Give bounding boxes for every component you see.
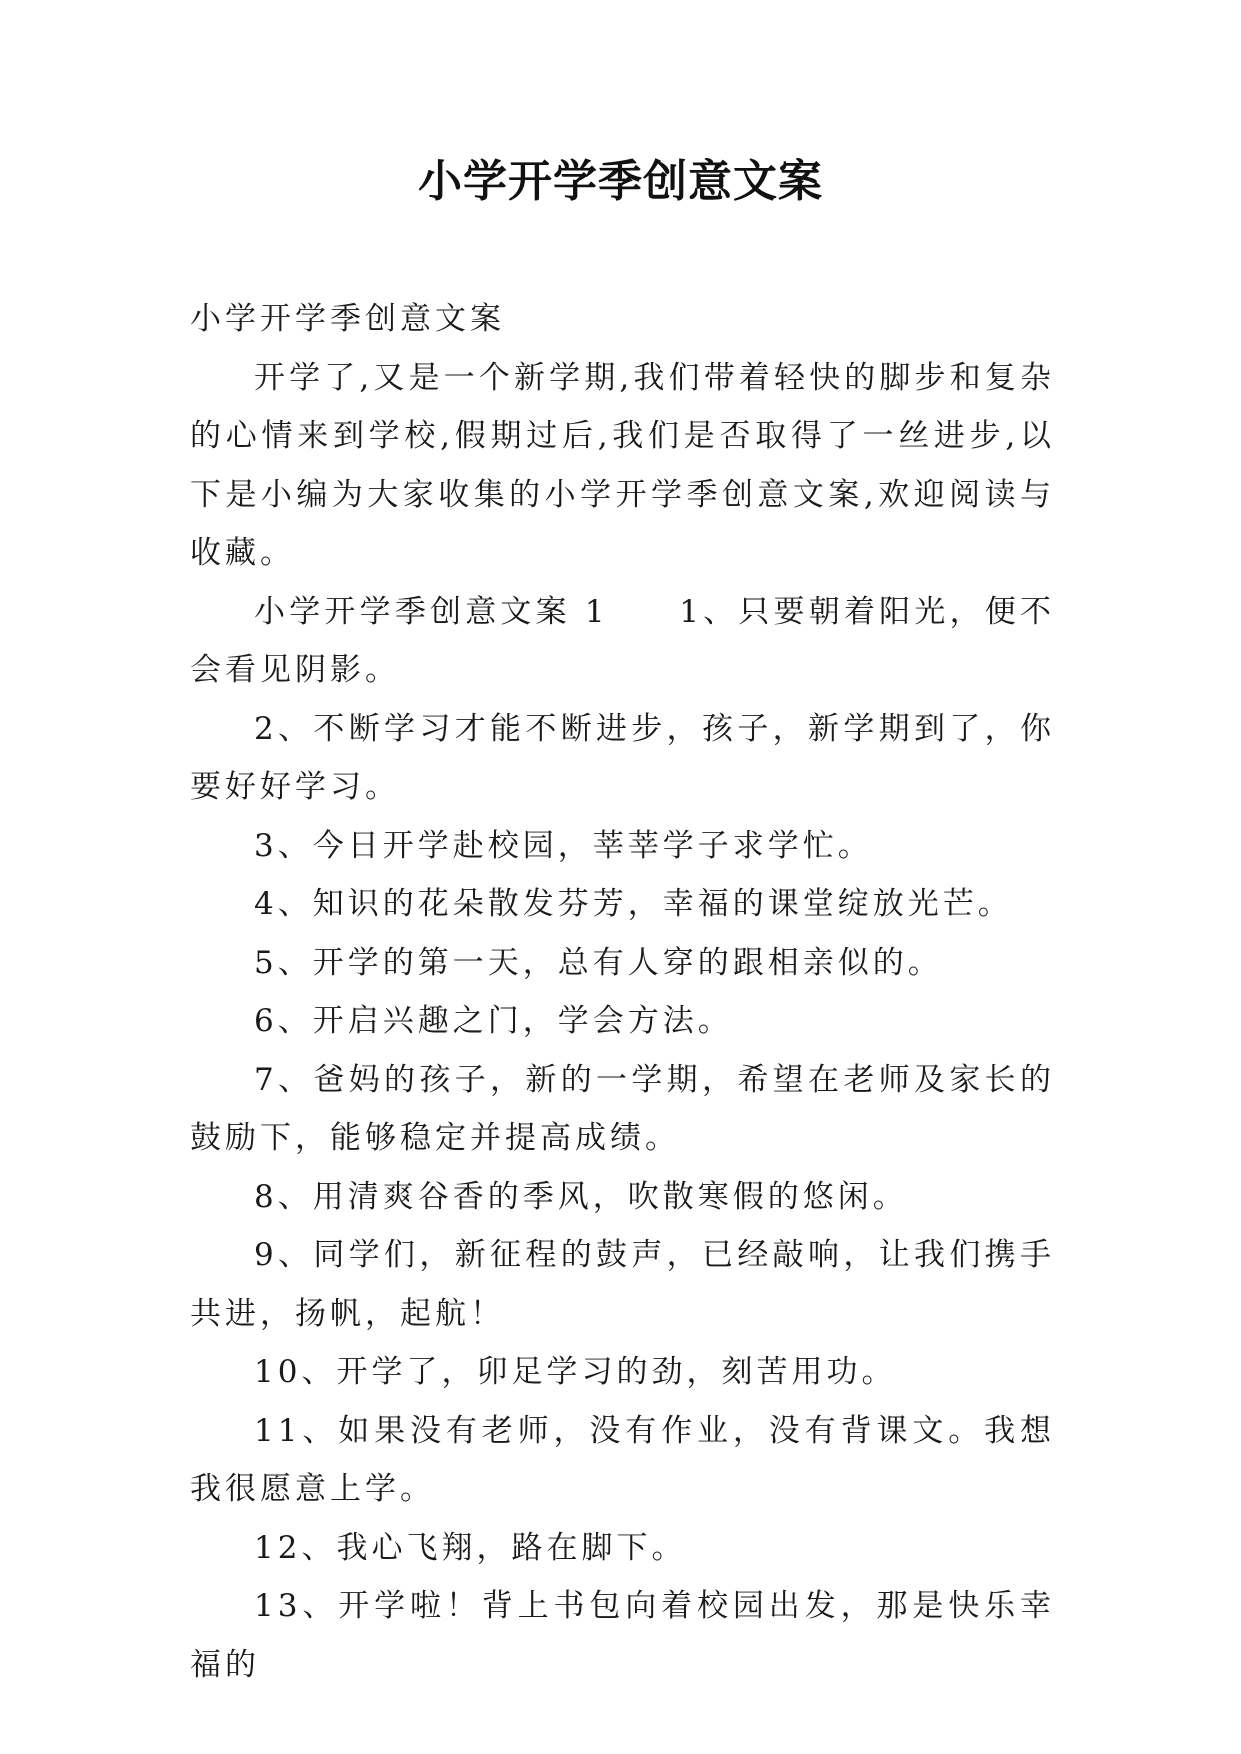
document-body — [190, 290, 1055, 1694]
paragraph-item-10: 10、开学了，卯足学习的劲，刻苦用功。 — [254, 1354, 897, 1390]
paragraph-item-5: 5、开学的第一天，总有人穿的跟相亲似的。 — [254, 944, 943, 981]
paragraph-item-8: 8、用清爽谷香的季风，吹散寒假的悠闲。 — [254, 1178, 908, 1215]
paragraph-item-6: 6、开启兴趣之门，学会方法。 — [254, 1003, 733, 1039]
paragraph-item-7: 7、爸妈的孩子，新的一学期，希望在老师及家长的鼓励下，能够稳定并提高成绩。 — [190, 1061, 1055, 1156]
paragraph-item-4: 4、知识的花朵散发芬芳，幸福的课堂绽放光芒。 — [254, 886, 1013, 922]
paragraph-item-9: 9、同学们，新征程的鼓声，已经敲响，让我们携手共进，扬帆，起航！ — [190, 1237, 1055, 1332]
document-title: 小学开学季创意文案 — [418, 156, 823, 207]
paragraph-item-11: 11、如果没有老师，没有作业，没有背课文。我想我很愿意上学。 — [190, 1412, 1055, 1507]
paragraph-item-3: 3、今日开学赴校园，莘莘学子求学忙。 — [254, 827, 873, 864]
paragraph-intro: 开学了,又是一个新学期,我们带着轻快的脚步和复杂的心情来到学校,假期过后,我们是否取得了一丝进步,以下是小编为大家收集的小学开学季创意文案,欢迎阅读与收藏。 — [190, 359, 1055, 571]
document-subtitle: 小学开学季创意文案 — [190, 301, 505, 337]
paragraph-item-12: 12、我心飞翔，路在脚下。 — [254, 1529, 687, 1566]
paragraph-item-2: 2、不断学习才能不断进步，孩子，新学期到了，你要好好学习。 — [190, 710, 1055, 805]
paragraph-item-1: 小学开学季创意文案 1 1、只要朝着阳光，便不会看见阴影。 — [190, 593, 1055, 688]
paragraph-item-13: 13、开学啦！背上书包向着校园出发，那是快乐幸福的 — [190, 1588, 1055, 1683]
